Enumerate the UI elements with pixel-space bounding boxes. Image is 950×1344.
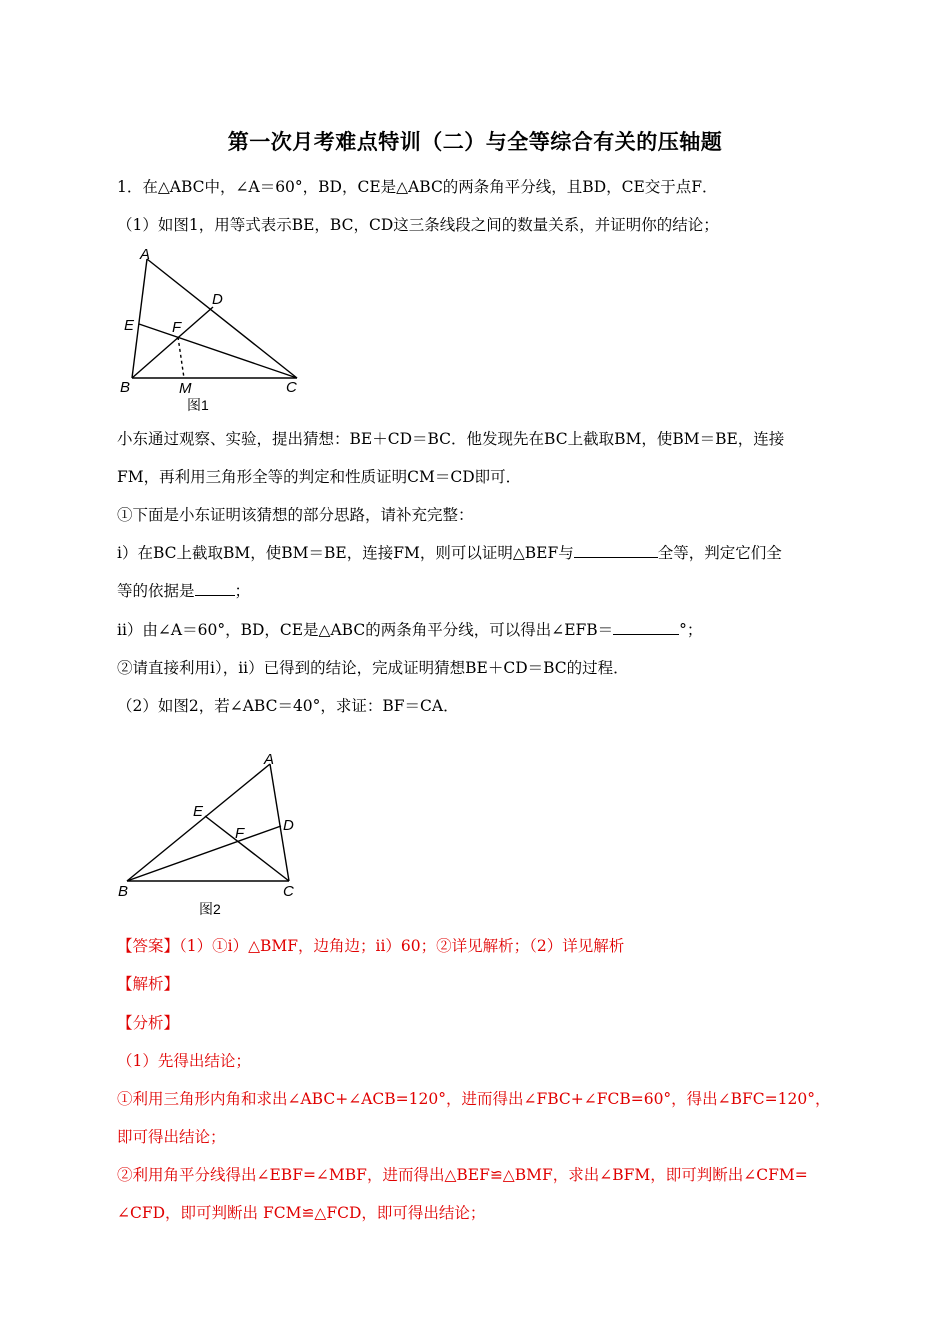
step1-i-line-2 xyxy=(117,580,250,602)
fig1-caption: 图1 xyxy=(187,397,209,413)
exploration-line-1: 小东通过观察、实验，提出猜想：BE＋CD＝BC．他发现先在BC上截取BM，使BM＝BE，连接 xyxy=(117,430,785,448)
step1-ii-text-a: ii）由∠A＝60°，BD，CE是△ABC的两条角平分线，可以得出∠EFB＝ xyxy=(117,621,614,639)
analysis-heading: 【解析】 xyxy=(117,975,180,993)
step1-i-line xyxy=(117,542,782,564)
fig1-label-b: B xyxy=(120,379,131,396)
fig2-label-e: E xyxy=(193,803,204,820)
step1-ii-text-b: °； xyxy=(679,621,703,639)
step1-intro: ①下面是小东证明该猜想的部分思路，请补充完整： xyxy=(117,506,474,524)
fig2-segment-bd xyxy=(127,826,281,881)
fig2-label-d: D xyxy=(283,817,294,834)
part2-prompt: （2）如图2，若∠ABC＝40°，求证：BF＝CA． xyxy=(117,697,459,715)
step1-i-text-d: ； xyxy=(234,582,251,600)
fig1-label-m: M xyxy=(179,380,192,397)
fig1-segment-bd xyxy=(132,307,213,378)
step1-i-text-a: i）在BC上截取BM，使BM＝BE，连接FM，则可以证明△BEF与 xyxy=(117,544,574,562)
analysis-line-3: 即可得出结论； xyxy=(117,1128,226,1146)
page-title: 第一次月考难点特训（二）与全等综合有关的压轴题 xyxy=(227,130,723,154)
fig1-side-ab xyxy=(132,259,147,378)
question-stem: 1．在△ABC中，∠A＝60°，BD，CE是△ABC的两条角平分线，且BD，CE交于点F． xyxy=(117,178,718,196)
fig1-label-a: A xyxy=(140,246,151,263)
fig1-label-f: F xyxy=(172,319,182,336)
analysis-line-1: （1）先得出结论； xyxy=(117,1052,251,1070)
step1-i-text-c: 等的依据是 xyxy=(117,582,195,600)
exploration-line-2: FM，再利用三角形全等的判定和性质证明CM＝CD即可． xyxy=(117,468,522,486)
fig1-label-c: C xyxy=(286,379,297,396)
fenxi-heading: 【分析】 xyxy=(117,1014,180,1032)
step1-ii-line xyxy=(117,619,702,641)
blank-angle-efb[interactable] xyxy=(613,620,679,635)
step1-i-text-b: 全等，判定它们全 xyxy=(657,544,782,562)
fig1-segment-fm xyxy=(178,337,184,378)
fig2-label-b: B xyxy=(118,883,129,900)
fig2-caption: 图2 xyxy=(199,901,221,917)
fig1-label-d: D xyxy=(212,291,223,308)
step2-line: ②请直接利用i），ii）已得到的结论，完成证明猜想BE＋CD＝BC的过程． xyxy=(117,659,629,677)
blank-congruence-basis[interactable] xyxy=(195,581,235,596)
fig2-label-f: F xyxy=(235,825,245,842)
part1-prompt: （1）如图1，用等式表示BE，BC，CD这三条线段之间的数量关系，并证明你的结论； xyxy=(117,216,719,234)
answer-line: 【答案】（1）①i）△BMF，边角边；ii）60；②详见解析；（2）详见解析 xyxy=(117,937,625,955)
figure-1 xyxy=(115,246,315,416)
blank-congruent-triangle[interactable] xyxy=(574,543,658,558)
fig2-label-a: A xyxy=(264,751,275,768)
fig1-side-ac xyxy=(147,259,297,378)
fig2-side-ab xyxy=(127,764,270,881)
analysis-line-5: ∠CFD，即可判断出 FCM≌△FCD，即可得出结论； xyxy=(117,1204,486,1222)
fig1-label-e: E xyxy=(124,317,135,334)
analysis-line-2: ①利用三角形内角和求出∠ABC+∠ACB=120°，进而得出∠FBC+∠FCB=60°，得出∠BFC=120°， xyxy=(117,1090,831,1108)
fig2-label-c: C xyxy=(283,883,294,900)
figure-2 xyxy=(115,748,315,920)
analysis-line-4: ②利用角平分线得出∠EBF=∠MBF，进而得出△BEF≌△BMF，求出∠BFM，即可判断出∠CFM= xyxy=(117,1166,808,1184)
